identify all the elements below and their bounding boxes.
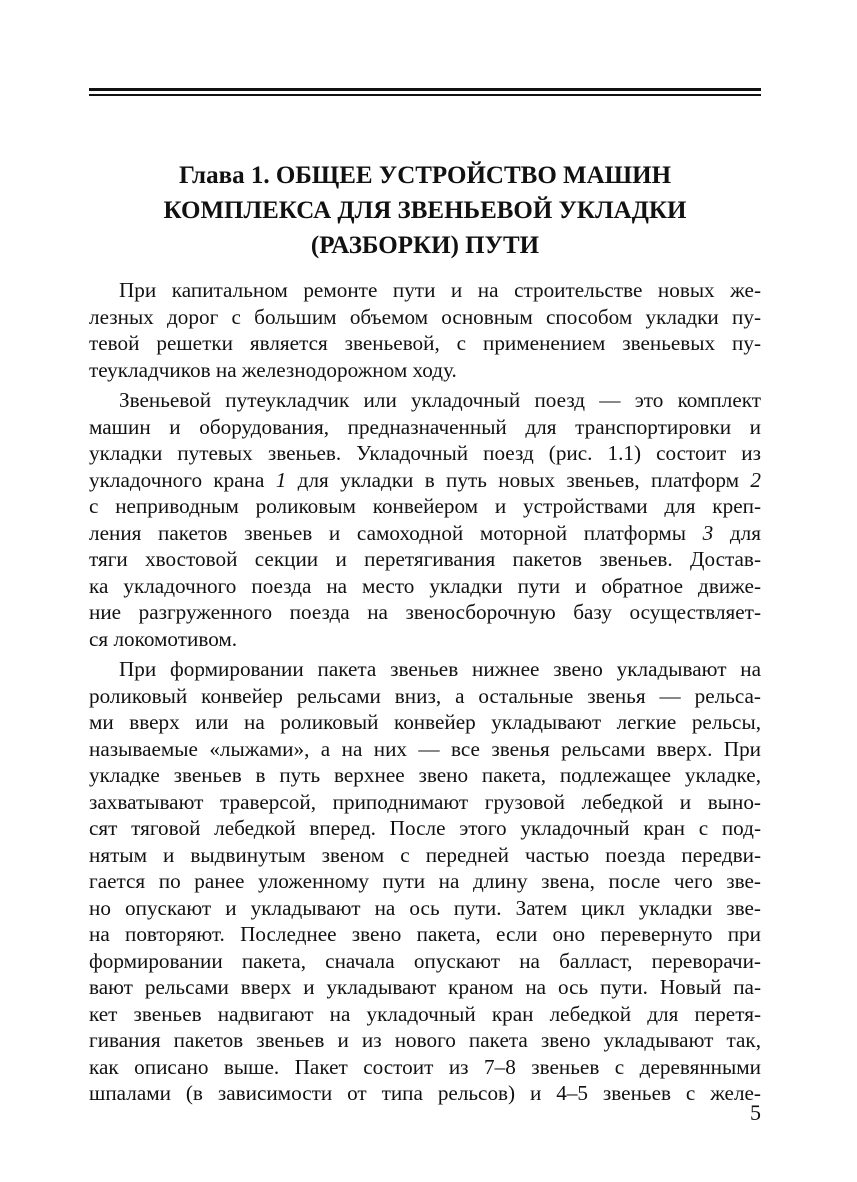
text-line: гается по ранее уложенному пути на длину звена, после чего зве- xyxy=(89,869,761,893)
paragraph xyxy=(89,387,761,652)
text-line: ления пакетов звеньев и самоходной моторной платформы 3 для xyxy=(89,520,762,545)
text-line: Звеньевой путеукладчик или укладочный поезд — это комплект xyxy=(119,388,761,412)
text-line: При капитальном ремонте пути и на строительстве новых же- xyxy=(119,278,761,302)
chapter-title-line: КОМПЛЕКСА ДЛЯ ЗВЕНЬЕВОЙ УКЛАДКИ xyxy=(163,197,687,224)
text-line: гивания пакетов звеньев и из нового пакета звено укладывают так, xyxy=(89,1028,761,1052)
page-number: 5 xyxy=(750,1100,761,1125)
text-line: ся локомотивом. xyxy=(89,626,238,651)
figure-ref-number: 3 xyxy=(702,520,714,545)
text-line: захватывают траверсой, приподнимают грузовой лебедкой и выно- xyxy=(89,789,761,814)
text-line: с неприводным роликовым конвейером и устройствами для креп- xyxy=(89,494,761,518)
text-line: теукладчиков на железнодорожном ходу. xyxy=(89,357,457,382)
text-line: лезных дорог с большим объемом основным способом укладки пу- xyxy=(89,304,761,329)
chapter-title xyxy=(89,158,761,263)
text-line: ние разгруженного поезда на звеносборочную базу осуществляет- xyxy=(89,600,761,624)
text-line: на повторяют. Последнее звено пакета, если оно перевернуто при xyxy=(89,922,761,946)
text-line: роликовый конвейер рельсами вниз, а остальные звенья — рельса- xyxy=(89,683,761,708)
text-line: тяги хвостовой секции и перетягивания пакетов звеньев. Достав- xyxy=(89,547,761,571)
text-line: укладки путевых звеньев. Укладочный поезд (рис. 1.1) состоит из xyxy=(89,441,761,465)
text-line: формировании пакета, сначала опускают на балласт, переворачи- xyxy=(89,948,761,973)
text-line: называемые «лыжами», а на них — все звенья рельсами вверх. При xyxy=(89,736,761,761)
text-line: кет звеньев надвигают на укладочный кран лебедкой для перетя- xyxy=(89,1001,761,1026)
text-line: шпалами (в зависимости от типа рельсов) и 4–5 звеньев с желе- xyxy=(89,1081,761,1105)
header-rule-thin xyxy=(89,94,761,96)
text-line: При формировании пакета звеньев нижнее звено укладывают на xyxy=(119,657,761,681)
text-line: машин и оборудования, предназначенный для транспортировки и xyxy=(89,414,761,439)
figure-ref-number: 1 xyxy=(275,467,287,492)
text-line: тевой решетки является звеньевой, с применением звеньевых пу- xyxy=(89,331,761,355)
text-line: ка укладочного поезда на место укладки пути и обратное движе- xyxy=(89,573,761,598)
text-line: ми вверх или на роликовый конвейер укладывают легкие рельсы, xyxy=(89,710,761,734)
text-line: как описано выше. Пакет состоит из 7–8 звеньев с деревянными xyxy=(89,1054,761,1079)
text-line: но опускают и укладывают на ось пути. Затем цикл укладки зве- xyxy=(89,895,761,920)
paragraph xyxy=(89,277,761,383)
body-text xyxy=(89,277,761,1111)
chapter-title-line: Глава 1. ОБЩЕЕ УСТРОЙСТВО МАШИН xyxy=(178,162,672,189)
text-line: сят тяговой лебедкой вперед. После этого укладочный кран с под- xyxy=(89,816,761,840)
header-rule-thick xyxy=(89,88,761,91)
text-line: нятым и выдвинутым звеном с передней частью поезда передви- xyxy=(89,842,761,867)
figure-ref-number: 2 xyxy=(750,467,762,492)
text-line: укладке звеньев в путь верхнее звено пакета, подлежащее укладке, xyxy=(89,763,761,787)
paragraph xyxy=(89,656,761,1107)
text-line: вают рельсами вверх и укладывают краном на ось пути. Новый па- xyxy=(89,975,761,999)
chapter-title-line: (РАЗБОРКИ) ПУТИ xyxy=(310,232,540,259)
text-line: укладочного крана 1 для укладки в путь новых звеньев, платформ 2 xyxy=(89,467,762,492)
